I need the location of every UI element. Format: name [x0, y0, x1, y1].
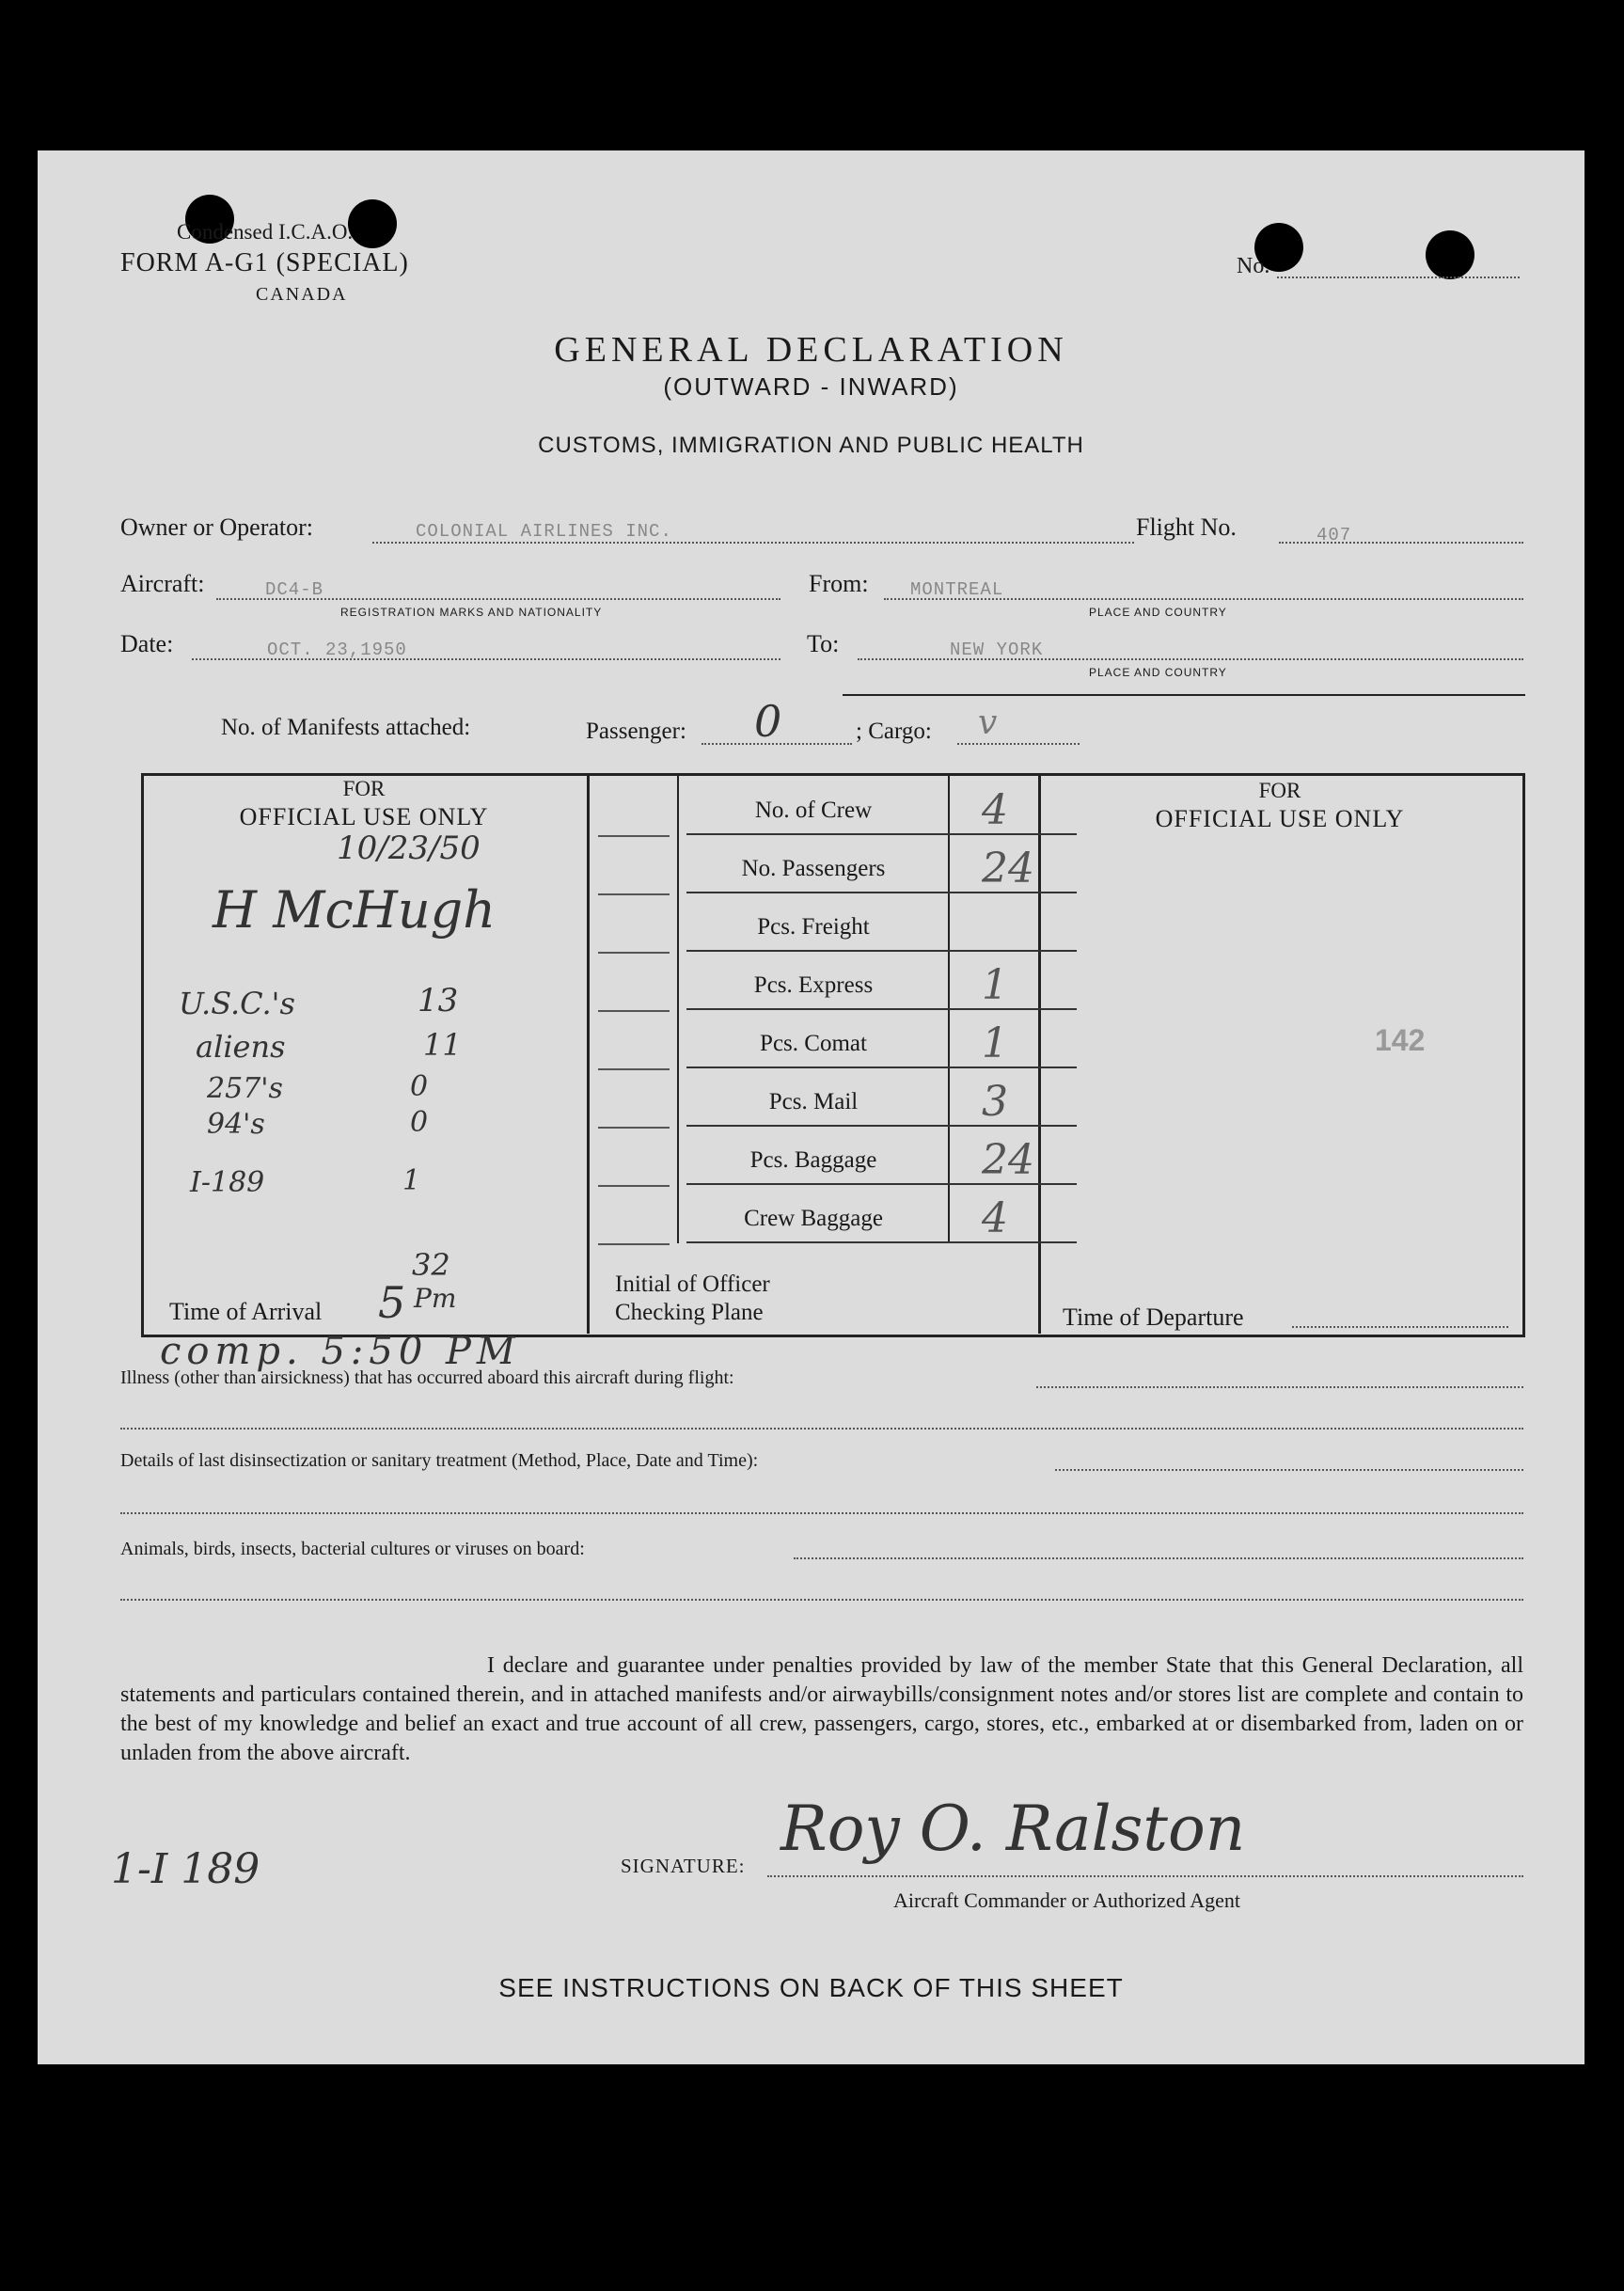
from-sub: PLACE AND COUNTRY — [1089, 606, 1227, 619]
to-value: NEW YORK — [950, 640, 1044, 660]
center-row-label: Crew Baggage — [744, 1206, 883, 1231]
official-row-value: 0 — [410, 1070, 429, 1103]
center-row-underline — [686, 833, 1077, 835]
officer-line2: Checking Plane — [615, 1300, 764, 1325]
officer-line1: Initial of Officer — [615, 1272, 770, 1297]
page-title: GENERAL DECLARATION — [554, 330, 1068, 370]
center-row-value: 1 — [982, 961, 1008, 1009]
official-row-label: 94's — [207, 1108, 265, 1141]
form-id: FORM A-G1 (SPECIAL) — [120, 248, 409, 277]
official-left-label: OFFICIAL USE ONLY — [239, 803, 489, 830]
aircraft-value: DC4-B — [265, 579, 324, 600]
center-row-value: 24 — [982, 1136, 1034, 1184]
bottom-annotation: 1-I 189 — [111, 1845, 260, 1893]
arrival-minutes: 32 — [412, 1247, 450, 1283]
manifests-label: No. of Manifests attached: — [221, 715, 471, 740]
center-row-initial-line — [598, 1127, 670, 1129]
center-row-underline — [686, 1066, 1077, 1068]
signature-value: Roy O. Ralston — [780, 1793, 1246, 1865]
punch-hole — [348, 199, 397, 248]
table-divider-left — [587, 775, 590, 1334]
signature-label: SIGNATURE: — [621, 1855, 746, 1877]
stamp-number: 142 — [1375, 1023, 1426, 1057]
center-row-initial-line — [598, 893, 670, 895]
date-label: Date: — [120, 630, 174, 657]
passenger-manifest-label: Passenger: — [586, 719, 686, 744]
passenger-manifest-value: 0 — [754, 696, 782, 747]
cargo-manifest-line — [957, 743, 1080, 745]
owner-label: Owner or Operator: — [120, 514, 314, 541]
center-row-label: Pcs. Freight — [757, 914, 870, 940]
official-row-value: 0 — [410, 1106, 429, 1139]
disinsect-line — [1055, 1469, 1523, 1471]
center-row-value: 3 — [982, 1078, 1008, 1126]
date-value: OCT. 23,1950 — [267, 640, 407, 660]
illness-line — [1036, 1386, 1523, 1388]
number-label: No. — [1237, 254, 1270, 278]
center-row-value: 4 — [982, 786, 1008, 834]
official-right-for: FOR — [1258, 779, 1301, 802]
declaration-sheet — [38, 150, 1585, 2064]
from-label: From: — [809, 570, 869, 597]
center-row-label: Pcs. Baggage — [749, 1147, 877, 1173]
page-subtitle: (OUTWARD - INWARD) — [663, 372, 959, 401]
center-row-value: 1 — [982, 1019, 1008, 1067]
disinsect-line-2 — [120, 1512, 1523, 1514]
official-signature: H McHugh — [213, 880, 497, 940]
animals-line-2 — [120, 1599, 1523, 1601]
center-row-label: Pcs. Mail — [768, 1089, 859, 1114]
center-row-value: 24 — [982, 845, 1034, 893]
arrival-hour: 5 — [378, 1277, 406, 1328]
center-row-underline — [686, 1008, 1077, 1010]
flight-label: Flight No. — [1136, 514, 1237, 541]
official-row-label: U.S.C.'s — [179, 986, 295, 1021]
table-divider-right — [1038, 775, 1041, 1334]
official-left-for: FOR — [342, 777, 386, 800]
flight-value: 407 — [1317, 525, 1352, 545]
to-label: To: — [807, 630, 840, 657]
center-row-initial-line — [598, 952, 670, 954]
aircraft-sub: REGISTRATION MARKS AND NATIONALITY — [340, 606, 603, 619]
center-row-value: 4 — [982, 1194, 1008, 1242]
center-row-label: No. of Crew — [754, 798, 873, 823]
departure-line — [1292, 1326, 1508, 1328]
center-row-underline — [686, 1125, 1077, 1127]
departure-label: Time of Departure — [1063, 1304, 1244, 1331]
from-value: MONTREAL — [910, 579, 1004, 600]
department-heading: CUSTOMS, IMMIGRATION AND PUBLIC HEALTH — [538, 433, 1084, 458]
owner-value: COLONIAL AIRLINES INC. — [416, 521, 672, 542]
center-row-initial-line — [598, 1243, 670, 1245]
arrival-label: Time of Arrival — [169, 1298, 323, 1325]
center-row-label: Pcs. Comat — [760, 1031, 867, 1056]
form-country: CANADA — [256, 284, 348, 305]
center-row-underline — [686, 950, 1077, 952]
official-row-label: aliens — [196, 1029, 286, 1065]
to-sub: PLACE AND COUNTRY — [1089, 666, 1227, 679]
center-row-label: Pcs. Express — [753, 972, 874, 998]
animals-label: Animals, birds, insects, bacterial cultures or viruses on board: — [120, 1539, 585, 1559]
table-divider-inner-left — [677, 775, 679, 1243]
center-row-underline — [686, 1241, 1077, 1243]
official-right-label: OFFICIAL USE ONLY — [1155, 805, 1405, 832]
official-row-label: I-189 — [190, 1166, 265, 1199]
number-line — [1277, 276, 1520, 278]
aircraft-label: Aircraft: — [120, 570, 205, 597]
official-date: 10/23/50 — [337, 830, 481, 867]
official-row-value: 1 — [402, 1164, 421, 1197]
arrival-ampm: Pm — [414, 1283, 457, 1314]
center-row-initial-line — [598, 1185, 670, 1187]
signature-caption: Aircraft Commander or Authorized Agent — [893, 1888, 1241, 1912]
center-row-initial-line — [598, 835, 670, 837]
center-row-initial-line — [598, 1010, 670, 1012]
owner-line — [372, 542, 1134, 544]
center-row-label: No. Passengers — [741, 856, 886, 881]
completion-note: comp. 5:50 PM — [160, 1330, 521, 1373]
signature-line — [767, 1875, 1523, 1877]
punch-hole — [1426, 230, 1474, 279]
footer-instructions: SEE INSTRUCTIONS ON BACK OF THIS SHEET — [498, 1973, 1124, 2002]
divider — [843, 694, 1525, 696]
flight-line — [1279, 542, 1523, 544]
official-row-value: 13 — [418, 982, 459, 1019]
form-condensed: Condensed I.C.A.O. — [177, 220, 354, 244]
disinsect-label: Details of last disinsectization or sanitary treatment (Method, Place, Date and Time): — [120, 1450, 759, 1471]
official-row-label: 257's — [207, 1072, 283, 1105]
illness-label: Illness (other than airsickness) that has occurred aboard this aircraft during flight: — [120, 1367, 734, 1388]
declaration-text: I declare and guarantee under penalties provided by law of the member State that this General Declaration, all statements and particulars contained therein, and in attached manifests and/or airwaybills/consignment notes and/or stores list are complete and contain to the best of my knowledge and belief an exact and true account of all crew, passengers, cargo, stores, etc., embarked at or disembarked from, laden on or unladen from the above aircraft. — [120, 1653, 1523, 1765]
animals-line — [794, 1557, 1523, 1559]
center-row-initial-line — [598, 1068, 670, 1070]
cargo-manifest-value: v — [978, 703, 998, 742]
official-row-value: 11 — [423, 1027, 462, 1063]
illness-line-2 — [120, 1428, 1523, 1430]
cargo-manifest-label: ; Cargo: — [856, 719, 932, 744]
